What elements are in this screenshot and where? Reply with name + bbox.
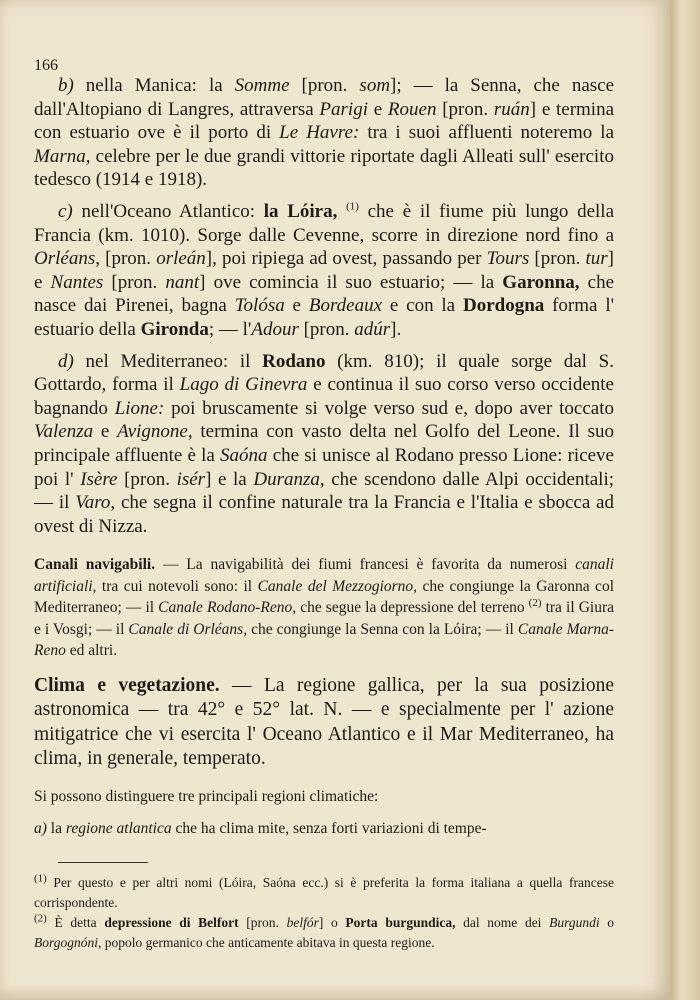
- text: la: [46, 819, 66, 837]
- section-heading: Clima e vegetazione.: [34, 674, 220, 696]
- text: — La navigabilità dei fiumi francesi è favorita da numerosi: [155, 556, 576, 574]
- river-adour: Adour: [251, 318, 299, 340]
- place-le-havre: Le Havre:: [279, 122, 360, 144]
- text: [pron.: [117, 468, 177, 490]
- paragraph-regione-atlantica: [34, 818, 614, 840]
- text: [pron.: [238, 914, 287, 930]
- pronunciation: belfór: [286, 914, 319, 930]
- footnote-mark: (2): [34, 912, 47, 925]
- footnote-ref-2[interactable]: (2): [528, 597, 542, 610]
- term-regione-atlantica: regione atlantica: [65, 819, 172, 837]
- place-somme: Somme: [234, 75, 290, 96]
- text: [pron.: [529, 248, 586, 270]
- text: dal nome dei: [455, 914, 550, 930]
- term-depressione-belfort: depressione di Belfort: [104, 914, 239, 930]
- pronunciation: adúr: [354, 318, 391, 340]
- river-varo: Varo,: [75, 492, 116, 514]
- text: che è il fiume più lungo della Francia (km. 1010). Sorge dalle Cevenne, scorre in direzione nord fino a: [34, 200, 615, 246]
- canal-orleans: Canale di Orléans,: [128, 620, 248, 638]
- place-lione: Lione:: [114, 397, 165, 419]
- paragraph-manica: [34, 74, 614, 192]
- pronunciation: tur: [585, 248, 608, 270]
- text: o: [599, 914, 615, 930]
- footnote-2: [34, 913, 614, 953]
- text: che segue la depressione del terreno: [296, 599, 529, 617]
- text: [pron.: [103, 271, 166, 293]
- river-isere: Isère: [80, 468, 118, 490]
- text: termina con vasto delta nel Golfo del Leone. Il suo principale affluente è la: [34, 421, 615, 466]
- text: ] e termina con estuario ove è il porto di: [34, 98, 615, 144]
- list-label: d): [58, 350, 74, 372]
- text: [pron.: [289, 75, 360, 96]
- list-label: c): [58, 200, 73, 222]
- text: [pron.: [436, 98, 494, 120]
- text: ] o: [318, 914, 346, 930]
- paragraph-canali: [34, 554, 614, 662]
- text: [pron.: [298, 318, 355, 340]
- place-parigi: Parigi: [319, 98, 368, 120]
- place-orleans: Orléans,: [34, 248, 100, 270]
- pronunciation: nant: [165, 271, 200, 293]
- text: ], poi ripiega ad ovest, passando per: [205, 248, 487, 270]
- paragraph-atlantico: [34, 200, 614, 342]
- text: che nasce dai Pirenei, bagna: [34, 271, 615, 317]
- text: tra il Giura e i Vosgi; — il: [34, 599, 614, 638]
- canal-marna-reno: Canale Marna-Reno: [34, 620, 614, 660]
- river-rodano: Rodano: [262, 350, 326, 372]
- people-burgundi: Burgundi: [549, 914, 600, 930]
- people-borgognoni: Borgognóni,: [34, 934, 102, 950]
- paragraph-clima: [34, 674, 614, 772]
- list-label: a): [34, 819, 47, 837]
- text: popolo germanico che anticamente abitava in questa regione.: [101, 934, 435, 950]
- river-loira: la Lóira,: [263, 200, 338, 222]
- term-canali-artificiali: canali artificiali,: [34, 556, 614, 595]
- footnote-divider: [58, 862, 148, 863]
- canal-mezzogiorno: Canale del Mezzogiorno,: [257, 577, 418, 595]
- list-label: b): [58, 75, 74, 96]
- river-garonna: Garonna,: [502, 271, 580, 293]
- text: e: [284, 295, 309, 317]
- text: e: [367, 98, 388, 120]
- text: che segna il confine naturale tra la Francia e l'Italia e sbocca ad ovest di Nizza.: [34, 492, 614, 537]
- place-avignone: Avignone,: [117, 421, 193, 443]
- text: che scendono dalle Alpi occidentali; — il: [34, 468, 614, 514]
- lake-ginevra: Lago di Ginevra: [179, 374, 308, 396]
- text: ] ove comincia il suo estuario; — la: [199, 271, 503, 293]
- place-tours: Tours: [486, 248, 530, 270]
- section-heading: Canali navigabili.: [34, 556, 156, 574]
- text: che ha clima mite, senza forti variazioni di tempe-: [171, 819, 487, 837]
- text: [pron.: [99, 248, 157, 270]
- text: (km. 810); il quale sorge dal S. Gottardo, forma il: [34, 350, 614, 396]
- river-duranza: Duranza,: [253, 468, 325, 490]
- text: che congiunge la Senna con la Lóira; — il: [247, 620, 518, 638]
- text: e continua il suo corso verso occidente bagnando: [34, 374, 614, 419]
- river-saona: Saóna: [220, 444, 268, 466]
- paragraph-mediterraneo: [34, 350, 614, 539]
- page-content: [34, 58, 614, 953]
- pronunciation: isér: [176, 468, 206, 490]
- text: Per questo e per altri nomi (Lóira, Saóna ecc.) si è preferita la forma italiana a quella francese corrispondente.: [34, 874, 614, 910]
- text: ]; — la Senna, che nasce dall'Altopiano di Langres, attraversa: [34, 75, 615, 120]
- estuary-gironda: Gironda: [140, 318, 209, 340]
- text: È detta: [46, 914, 105, 930]
- text: ; — l': [208, 318, 252, 340]
- footnote-1: [34, 873, 614, 913]
- place-rouen: Rouen: [387, 98, 437, 120]
- text: nella Manica: la: [73, 75, 235, 96]
- text: — La regione gallica, per la sua posizione astronomica — tra 42° e 52° lat. N. — e specialmente per l' azione mitigatrice che vi esercita l' Oceano Atlantico e il Mar Mediterraneo, ha clima, in generale, temperato.: [34, 674, 614, 770]
- river-dordogna: Dordogna: [462, 295, 545, 317]
- place-bordeaux: Bordeaux: [308, 295, 383, 317]
- book-spine-edge: [670, 0, 700, 1000]
- place-valenza: Valenza: [34, 421, 94, 443]
- text: ] e la: [205, 468, 254, 490]
- text: che si unisce al Rodano presso Lione: riceve poi l': [34, 444, 614, 490]
- text: nel Mediterraneo: il: [73, 350, 263, 372]
- footnote-mark: (1): [34, 872, 47, 885]
- term-porta-burgundica: Porta burgundica,: [345, 914, 456, 930]
- text: ] e: [34, 248, 614, 293]
- text: poi bruscamente si volge verso sud e, dopo aver toccato: [164, 397, 614, 419]
- canal-rodano-reno: Canale Rodano-Reno,: [158, 599, 297, 617]
- place-tolosa: Tolósa: [234, 295, 285, 317]
- pronunciation: som: [359, 75, 391, 96]
- text: forma l' estuario della: [34, 295, 615, 340]
- pronunciation: orleán: [156, 248, 206, 270]
- text: e con la: [382, 295, 463, 317]
- text: ed altri.: [65, 642, 118, 660]
- place-nantes: Nantes: [50, 271, 104, 293]
- text: celebre per le due grandi vittorie riportate dagli Alleati sull' esercito tedesco (1914 e 1918).: [34, 145, 614, 191]
- pronunciation: ruán: [493, 98, 530, 120]
- footnote-ref-1[interactable]: (1): [346, 200, 359, 213]
- text: e: [93, 421, 118, 443]
- text: nell'Oceano Atlantico:: [72, 200, 264, 222]
- text: tra i suoi affluenti noteremo la: [359, 122, 615, 144]
- text: che congiunge la Garonna col Mediterraneo; — il: [34, 577, 614, 617]
- text: tra cui notevoli sono: il: [96, 577, 258, 595]
- page-number: 166: [34, 57, 58, 74]
- text: ].: [390, 318, 402, 340]
- river-marna: Marna,: [34, 145, 91, 167]
- paragraph-regioni-intro: Si possono distinguere tre principali regioni climatiche:: [34, 787, 379, 805]
